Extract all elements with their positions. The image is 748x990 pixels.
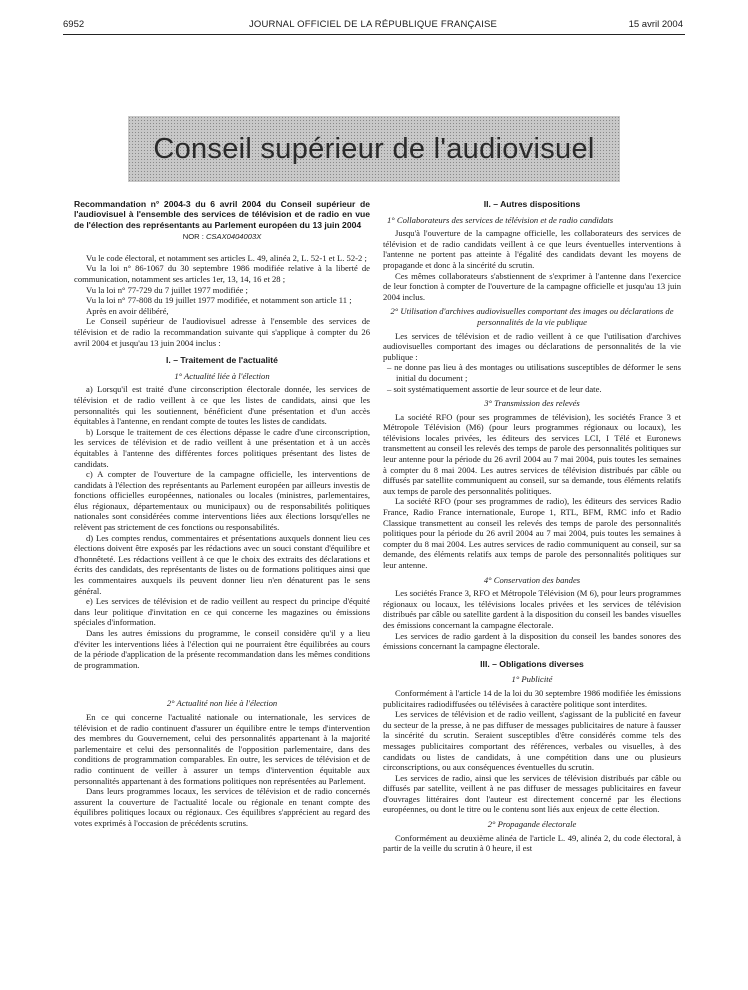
- body-paragraph: e) Les services de télévision et de radio veillent au respect du principe d'équité dans leur politique d'invitation en ce qui concerne les magazines ou émissions spéciales d'information.: [74, 596, 370, 628]
- subsection-heading: 2° Propagande électorale: [487, 819, 577, 830]
- visa-paragraph: Vu le code électoral, et notamment ses articles L. 49, alinéa 2, L. 52-1 et L. 52-2 ;: [86, 252, 367, 263]
- body-paragraph: En ce qui concerne l'actualité nationale ou internationale, les services de télévision et de radio continuent d'assurer un équilibre entre le temps d'intervention des membres du Gouvernement, celui des personnalités appartenant à la majorité parlementaire et celui des personnalités de l'opposition parlementaire, dans des conditions de programmation comparables. En outre, les services de télévision et de radio continuent de veiller à assurer un temps d'intervention équitable aux personnalités appartenant à des formations politiques non représentées au Parlement.: [74, 711, 370, 786]
- nor-reference: [74, 232, 370, 243]
- body-paragraph: Dans les autres émissions du programme, le conseil considère qu'il y a lieu d'éviter les interventions liées à l'élection qui ne pourraient être équilibrées au cours de la période d'application de la présente recommandation dans les mêmes conditions de programmation.: [74, 628, 370, 670]
- section-heading: III. – Obligations diverses: [480, 658, 584, 669]
- body-paragraph: a) Lorsqu'il est traité d'une circonscription électorale donnée, les services de télévision et de radio veillent à ce que les listes de candidats, ainsi que les personnalités qui les soutiennent, bénéficient d'une présentation et d'un accès équitables à l'antenne, en rendant compte de toutes les listes de candidats.: [74, 384, 370, 427]
- right-column: [383, 199, 681, 854]
- body-paragraph: d) Les comptes rendus, commentaires et présentations auxquels donnent lieu ces élections doivent être exposés par les rédactions avec un souci constant d'équilibre et d'honnêteté. Les rédactions veillent à ce que le choix des extraits des déclarations et écrits des candidats, des représentants de listes ou de formations politiques ainsi que les commentaires auxquels ils peuvent donner lieu n'en dénaturent pas le sens général.: [74, 532, 370, 596]
- left-column: [74, 199, 370, 829]
- column-gap: [74, 670, 370, 694]
- visa-paragraph: Après en avoir délibéré,: [86, 305, 169, 316]
- subsection-heading: 1° Collaborateurs des services de télévision et de radio candidats: [387, 214, 614, 225]
- recommendation-title: Recommandation n° 2004-3 du 6 avril 2004 du Conseil supérieur de l'audiovisuel à l'ensemble des services de télévision et de radio en vue de l'élection des représentants au Parlement européen du 13 juin 2004: [74, 199, 370, 230]
- body-paragraph: Les services de radio, ainsi que les services de télévision distribués par câble ou diffusés par satellite, veillent à ne pas diffuser de messages publicitaires en faveur d'ouvrages littéraires dont l'auteur est directement concerné par les élections européennes, ou dont le titre ou le contenu sont liés aux enjeux de cette élection.: [383, 772, 681, 815]
- subsection-heading: 2° Actualité non liée à l'élection: [166, 698, 278, 709]
- header-rule: [63, 34, 685, 35]
- list-item: – soit systématiquement assortie de leur source et de leur date.: [387, 383, 602, 394]
- subsection-heading: 2° Utilisation d'archives audiovisuelles comportant des images ou déclarations de personnalités de la vie publique: [390, 306, 674, 327]
- section-heading: II. – Autres dispositions: [483, 199, 581, 209]
- body-paragraph: Conformément au deuxième alinéa de l'article L. 49, alinéa 2, du code électoral, à partir de la veille du scrutin à 0 heure, il est: [383, 832, 681, 854]
- institution-banner: [128, 116, 620, 182]
- subsection-heading: 4° Conservation des bandes: [483, 574, 581, 585]
- body-paragraph: Dans leurs programmes locaux, les services de télévision et de radio concernés assurent la couverture de l'actualité locale ou régionale en tenant compte des équilibres politiques locaux ou régionaux. Ces équilibres s'apprécient au regard des votes exprimés à l'occasion de précédents scrutins.: [74, 786, 370, 828]
- body-paragraph: Ces mêmes collaborateurs s'abstiennent de s'exprimer à l'antenne dans l'exercice de leur fonction à compter de l'ouverture de la campagne officielle et jusqu'au 13 juin 2004 inclus.: [383, 270, 681, 302]
- journal-title: JOURNAL OFFICIEL DE LA RÉPUBLIQUE FRANÇAISE: [248, 19, 498, 30]
- visa-paragraph: Vu la loi n° 86-1067 du 30 septembre 1986 modifiée relative à la liberté de communication, notamment ses articles 1er, 13, 14, 16 et 28 ;: [74, 263, 370, 284]
- body-paragraph: Les services de télévision et de radio veillent à ce que l'utilisation d'archives audiovisuelles comportant des images ou déclarations de personnalités de la vie publique :: [383, 330, 681, 362]
- subsection-heading: 1° Publicité: [511, 674, 553, 685]
- nor-label: NOR :: [182, 232, 204, 242]
- visa-paragraph: Le Conseil supérieur de l'audiovisuel adresse à l'ensemble des services de télévision et de radio la recommandation suivante qui s'applique à compter du 26 avril 2004 et jusqu'au 13 juin 2004 inclus :: [74, 316, 370, 348]
- banner-title: Conseil supérieur de l'audiovisuel: [153, 132, 595, 165]
- body-paragraph: Conformément à l'article 14 de la loi du 30 septembre 1986 modifiée les émissions publicitaires radiodiffusées ou télévisées à caractère politique sont interdites.: [383, 687, 681, 709]
- body-paragraph: La société RFO (pour ses programmes de télévision), les sociétés France 3 et Métropole Télévision (M6) (pour leurs programmes régionaux ou locaux), les télévisions locales privées, les éditeurs des services LCI, I Télé et Euronews transmettent au conseil les relevés des temps de parole des personnalités politiques sur leur antenne pour la période du 26 avril 2004 au 7 mai 2004, puis toutes les semaines à compter du 8 mai 2004. Les autres services de télévision distribués par câble ou diffusés par satellite communiquent au conseil, sur sa demande, tous éléments relatifs aux temps de parole des personnalités politiques.: [383, 411, 681, 496]
- nor-code: CSAX0404003X: [205, 232, 262, 242]
- running-header: [63, 19, 683, 33]
- body-paragraph: Les services de télévision et de radio veillent, s'agissant de la publicité en faveur du secteur de la presse, à ne pas diffuser de messages publicitaires de nature à fausser la sincérité du scrutin. Seraient susceptibles d'être considérés comme tels des messages publicitaires comportant des références, verbales ou visuelles, à des candidats ou listes de candidats, à une compétition dans une ou plusieurs circonscriptions, ou aux conséquences éventuelles du scrutin.: [383, 709, 681, 773]
- body-paragraph: b) Lorsque le traitement de ces élections dépasse le cadre d'une circonscription, les services de télévision et de radio veillent à une présentation et à un accès équitables à l'antenne des différentes forces politiques présentant des listes de candidats.: [74, 426, 370, 469]
- visa-paragraph: Vu la loi n° 77-729 du 7 juillet 1977 modifiée ;: [86, 284, 248, 295]
- body-paragraph: Les services de radio gardent à la disposition du conseil les bandes sonores des émissions concernant la campagne électorale.: [383, 630, 681, 652]
- list-item: – ne donne pas lieu à des montages ou utilisations susceptibles de déformer le sens initial du document ;: [387, 362, 681, 383]
- section-heading: I. – Traitement de l'actualité: [166, 355, 278, 366]
- body-paragraph: Les sociétés France 3, RFO et Métropole Télévision (M 6), pour leurs programmes régionaux ou locaux, les télévisions locales privées et les services de télévision distribués par câble ou satellite gardent à la disposition du conseil les bandes visuelles des émissions concernant la campagne électorale.: [383, 588, 681, 630]
- issue-date: 15 avril 2004: [628, 19, 683, 30]
- page-number: 6952: [63, 19, 85, 30]
- visa-paragraph: Vu la loi n° 77-808 du 19 juillet 1977 modifiée, et notamment son article 11 ;: [86, 295, 352, 306]
- body-paragraph: Jusqu'à l'ouverture de la campagne officielle, les collaborateurs des services de télévision et de radio candidats veillent à ce que leurs éventuelles interventions à l'antenne ne portent pas atteinte à l'égalité des candidats devant les moyens de propagande et donc à la sincérité du scrutin.: [383, 228, 681, 270]
- body-paragraph: c) A compter de l'ouverture de la campagne officielle, les interventions de candidats à l'élection des représentants au Parlement européen par ailleurs investis de fonctions officielles européennes, nationales ou locales (ministres, parlementaires, élus régionaux, départementaux ou municipaux) ou de responsabilités politiques nationales sont considérées comme interventions liées aux élections lorsqu'elles ne relèvent pas strictement de ces fonctions ou responsabilités.: [74, 469, 370, 533]
- subsection-heading: 1° Actualité liée à l'élection: [174, 370, 270, 381]
- subsection-heading: 3° Transmission des relevés: [484, 398, 580, 409]
- body-paragraph: La société RFO (pour ses programmes de radio), les éditeurs des services Radio France, Radio France internationale, Europe 1, RTL, BFM, RMC info et Radio Classique transmettent au conseil les relevés des temps de parole des personnalités politiques pour la période du 26 avril 2004 au 7 mai 2004, puis toutes les semaines à compter du 8 mai 2004. Les autres services de radio communiquent au conseil, sur sa demande, des éléments relatifs aux temps de parole des personnalités politiques sur leur antenne.: [383, 496, 681, 570]
